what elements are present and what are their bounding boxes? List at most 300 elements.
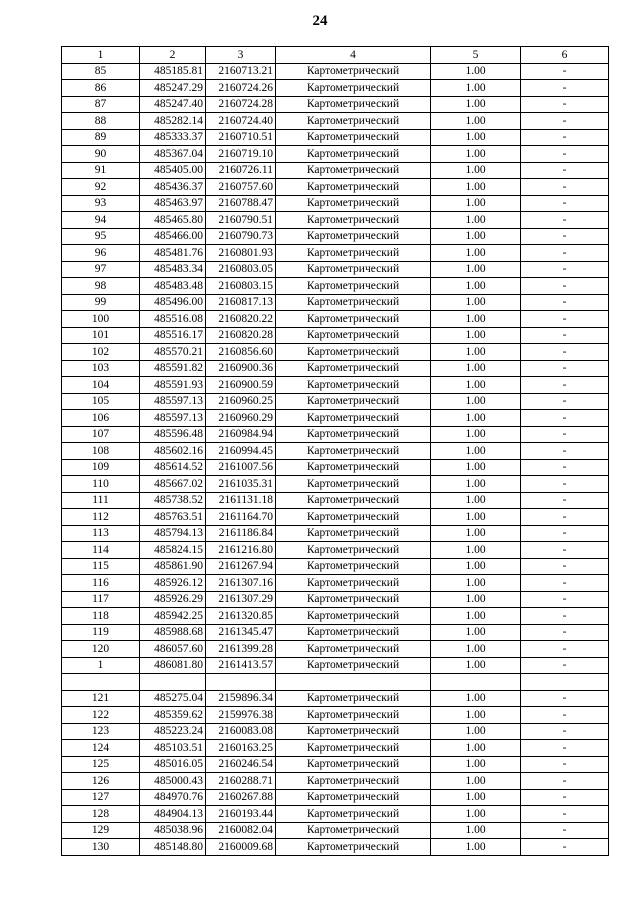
cell-y-coordinate: 2161035.31 [206,476,276,493]
cell-accuracy: 1.00 [431,129,521,146]
cell-method: Картометрический [276,542,431,559]
cell-x-coordinate: 485597.13 [140,410,206,427]
cell-note: - [521,492,609,509]
cell-x-coordinate: 485738.52 [140,492,206,509]
empty-cell [431,674,521,691]
cell-x-coordinate: 485247.29 [140,80,206,97]
cell-x-coordinate: 485185.81 [140,63,206,80]
cell-x-coordinate: 485333.37 [140,129,206,146]
table-row [62,195,609,212]
table-row [62,690,609,707]
cell-x-coordinate: 485148.80 [140,839,206,856]
table-row [62,657,609,674]
cell-point-number: 87 [62,96,140,113]
cell-method: Картометрический [276,723,431,740]
cell-method: Картометрический [276,327,431,344]
cell-y-coordinate: 2160856.60 [206,344,276,361]
cell-note: - [521,129,609,146]
cell-method: Картометрический [276,773,431,790]
cell-point-number: 119 [62,624,140,641]
cell-point-number: 120 [62,641,140,658]
table-row [62,278,609,295]
cell-point-number: 88 [62,113,140,130]
cell-accuracy: 1.00 [431,410,521,427]
cell-method: Картометрический [276,459,431,476]
cell-x-coordinate: 485516.17 [140,327,206,344]
cell-note: - [521,278,609,295]
cell-accuracy: 1.00 [431,624,521,641]
cell-y-coordinate: 2160757.60 [206,179,276,196]
cell-point-number: 94 [62,212,140,229]
table-row [62,212,609,229]
cell-method: Картометрический [276,360,431,377]
cell-note: - [521,723,609,740]
cell-point-number: 93 [62,195,140,212]
cell-note: - [521,377,609,394]
cell-point-number: 106 [62,410,140,427]
cell-point-number: 114 [62,542,140,559]
table-row [62,80,609,97]
cell-y-coordinate: 2160713.21 [206,63,276,80]
column-header: 6 [521,47,609,64]
cell-point-number: 121 [62,690,140,707]
table-row [62,63,609,80]
cell-accuracy: 1.00 [431,723,521,740]
cell-point-number: 105 [62,393,140,410]
cell-y-coordinate: 2161307.16 [206,575,276,592]
cell-y-coordinate: 2159896.34 [206,690,276,707]
cell-note: - [521,393,609,410]
cell-x-coordinate: 485614.52 [140,459,206,476]
cell-method: Картометрический [276,575,431,592]
cell-accuracy: 1.00 [431,80,521,97]
table-row [62,113,609,130]
cell-accuracy: 1.00 [431,525,521,542]
cell-x-coordinate: 485591.82 [140,360,206,377]
cell-note: - [521,641,609,658]
table-row [62,228,609,245]
cell-method: Картометрический [276,657,431,674]
cell-y-coordinate: 2160193.44 [206,806,276,823]
cell-y-coordinate: 2161267.94 [206,558,276,575]
cell-accuracy: 1.00 [431,443,521,460]
cell-accuracy: 1.00 [431,575,521,592]
cell-method: Картометрический [276,740,431,757]
cell-method: Картометрический [276,509,431,526]
table-row [62,525,609,542]
table-row [62,773,609,790]
cell-x-coordinate: 485988.68 [140,624,206,641]
cell-method: Картометрический [276,393,431,410]
cell-accuracy: 1.00 [431,657,521,674]
cell-x-coordinate: 485597.13 [140,393,206,410]
cell-method: Картометрический [276,756,431,773]
cell-x-coordinate: 485824.15 [140,542,206,559]
cell-point-number: 126 [62,773,140,790]
table-row [62,740,609,757]
cell-note: - [521,327,609,344]
cell-y-coordinate: 2161007.56 [206,459,276,476]
cell-accuracy: 1.00 [431,162,521,179]
cell-point-number: 124 [62,740,140,757]
cell-method: Картометрический [276,212,431,229]
cell-point-number: 108 [62,443,140,460]
cell-y-coordinate: 2160900.59 [206,377,276,394]
cell-point-number: 91 [62,162,140,179]
cell-x-coordinate: 485483.34 [140,261,206,278]
cell-method: Картометрический [276,146,431,163]
table-row [62,608,609,625]
cell-method: Картометрический [276,344,431,361]
table-row [62,822,609,839]
cell-method: Картометрический [276,294,431,311]
table-row [62,459,609,476]
cell-note: - [521,162,609,179]
cell-point-number: 95 [62,228,140,245]
cell-method: Картометрический [276,608,431,625]
table-body [62,63,609,855]
table-row [62,492,609,509]
cell-point-number: 115 [62,558,140,575]
cell-point-number: 99 [62,294,140,311]
cell-method: Картометрический [276,558,431,575]
cell-accuracy: 1.00 [431,641,521,658]
cell-y-coordinate: 2160994.45 [206,443,276,460]
table-row [62,393,609,410]
cell-method: Картометрический [276,245,431,262]
cell-note: - [521,806,609,823]
cell-accuracy: 1.00 [431,228,521,245]
table-row [62,591,609,608]
cell-note: - [521,360,609,377]
cell-note: - [521,608,609,625]
cell-accuracy: 1.00 [431,294,521,311]
cell-y-coordinate: 2160900.36 [206,360,276,377]
cell-method: Картометрический [276,822,431,839]
cell-x-coordinate: 485016.05 [140,756,206,773]
cell-point-number: 107 [62,426,140,443]
cell-point-number: 89 [62,129,140,146]
cell-y-coordinate: 2160267.88 [206,789,276,806]
table-header [62,47,609,64]
cell-point-number: 113 [62,525,140,542]
cell-accuracy: 1.00 [431,608,521,625]
cell-note: - [521,575,609,592]
cell-note: - [521,558,609,575]
cell-y-coordinate: 2160710.51 [206,129,276,146]
cell-note: - [521,476,609,493]
cell-method: Картометрический [276,179,431,196]
cell-x-coordinate: 485596.48 [140,426,206,443]
cell-x-coordinate: 486081.80 [140,657,206,674]
page-number: 24 [312,13,328,29]
table-row [62,806,609,823]
separator-row [62,674,609,691]
cell-x-coordinate: 485496.00 [140,294,206,311]
cell-point-number: 1 [62,657,140,674]
cell-method: Картометрический [276,96,431,113]
cell-note: - [521,212,609,229]
cell-y-coordinate: 2160288.71 [206,773,276,790]
cell-y-coordinate: 2161399.28 [206,641,276,658]
table-row [62,641,609,658]
table-row [62,294,609,311]
cell-y-coordinate: 2160724.28 [206,96,276,113]
cell-method: Картометрический [276,228,431,245]
cell-y-coordinate: 2161164.70 [206,509,276,526]
cell-y-coordinate: 2160724.40 [206,113,276,130]
cell-x-coordinate: 485275.04 [140,690,206,707]
column-header: 5 [431,47,521,64]
cell-y-coordinate: 2161307.29 [206,591,276,608]
cell-note: - [521,228,609,245]
cell-x-coordinate: 486057.60 [140,641,206,658]
cell-y-coordinate: 2160801.93 [206,245,276,262]
cell-accuracy: 1.00 [431,558,521,575]
header-row [62,47,609,64]
cell-accuracy: 1.00 [431,96,521,113]
cell-y-coordinate: 2160960.25 [206,393,276,410]
cell-method: Картометрический [276,410,431,427]
cell-y-coordinate: 2160788.47 [206,195,276,212]
cell-x-coordinate: 485861.90 [140,558,206,575]
cell-note: - [521,624,609,641]
cell-accuracy: 1.00 [431,113,521,130]
cell-accuracy: 1.00 [431,426,521,443]
cell-note: - [521,344,609,361]
cell-accuracy: 1.00 [431,377,521,394]
cell-method: Картометрический [276,839,431,856]
cell-method: Картометрический [276,377,431,394]
cell-point-number: 102 [62,344,140,361]
cell-x-coordinate: 485483.48 [140,278,206,295]
cell-note: - [521,113,609,130]
table-row [62,558,609,575]
table-row [62,839,609,856]
cell-point-number: 90 [62,146,140,163]
cell-accuracy: 1.00 [431,707,521,724]
cell-x-coordinate: 485000.43 [140,773,206,790]
cell-x-coordinate: 485942.25 [140,608,206,625]
cell-note: - [521,707,609,724]
cell-note: - [521,591,609,608]
cell-accuracy: 1.00 [431,591,521,608]
cell-method: Картометрический [276,162,431,179]
cell-x-coordinate: 485926.29 [140,591,206,608]
cell-x-coordinate: 485466.00 [140,228,206,245]
cell-point-number: 111 [62,492,140,509]
cell-accuracy: 1.00 [431,509,521,526]
table-row [62,756,609,773]
cell-accuracy: 1.00 [431,773,521,790]
cell-x-coordinate: 484904.13 [140,806,206,823]
cell-note: - [521,80,609,97]
cell-y-coordinate: 2160803.15 [206,278,276,295]
cell-method: Картометрический [276,641,431,658]
cell-y-coordinate: 2160719.10 [206,146,276,163]
cell-y-coordinate: 2161131.18 [206,492,276,509]
cell-point-number: 98 [62,278,140,295]
cell-accuracy: 1.00 [431,327,521,344]
cell-y-coordinate: 2161186.84 [206,525,276,542]
cell-x-coordinate: 485223.24 [140,723,206,740]
cell-y-coordinate: 2160163.25 [206,740,276,757]
empty-cell [521,674,609,691]
table-row [62,261,609,278]
cell-y-coordinate: 2160820.22 [206,311,276,328]
cell-x-coordinate: 485282.14 [140,113,206,130]
cell-method: Картометрический [276,806,431,823]
cell-x-coordinate: 485436.37 [140,179,206,196]
cell-point-number: 125 [62,756,140,773]
table-row [62,723,609,740]
cell-note: - [521,657,609,674]
cell-x-coordinate: 485247.40 [140,96,206,113]
cell-point-number: 104 [62,377,140,394]
cell-accuracy: 1.00 [431,245,521,262]
table-row [62,146,609,163]
cell-x-coordinate: 485103.51 [140,740,206,757]
cell-point-number: 122 [62,707,140,724]
table-row [62,360,609,377]
empty-cell [62,674,140,691]
cell-x-coordinate: 485367.04 [140,146,206,163]
cell-accuracy: 1.00 [431,789,521,806]
cell-note: - [521,96,609,113]
cell-x-coordinate: 485794.13 [140,525,206,542]
cell-note: - [521,63,609,80]
cell-accuracy: 1.00 [431,542,521,559]
column-header: 1 [62,47,140,64]
cell-x-coordinate: 485763.51 [140,509,206,526]
cell-x-coordinate: 485405.00 [140,162,206,179]
cell-x-coordinate: 485591.93 [140,377,206,394]
cell-point-number: 127 [62,789,140,806]
cell-method: Картометрический [276,129,431,146]
cell-accuracy: 1.00 [431,311,521,328]
cell-point-number: 118 [62,608,140,625]
cell-method: Картометрический [276,261,431,278]
cell-y-coordinate: 2161216.80 [206,542,276,559]
cell-point-number: 100 [62,311,140,328]
cell-method: Картометрический [276,311,431,328]
table-row [62,344,609,361]
cell-point-number: 129 [62,822,140,839]
cell-x-coordinate: 485463.97 [140,195,206,212]
cell-x-coordinate: 485602.16 [140,443,206,460]
cell-accuracy: 1.00 [431,63,521,80]
table-row [62,443,609,460]
cell-accuracy: 1.00 [431,261,521,278]
cell-note: - [521,740,609,757]
cell-note: - [521,839,609,856]
cell-method: Картометрический [276,426,431,443]
cell-y-coordinate: 2160790.51 [206,212,276,229]
cell-point-number: 128 [62,806,140,823]
cell-method: Картометрический [276,690,431,707]
table-row [62,327,609,344]
cell-accuracy: 1.00 [431,822,521,839]
cell-note: - [521,690,609,707]
cell-note: - [521,195,609,212]
cell-note: - [521,311,609,328]
cell-accuracy: 1.00 [431,360,521,377]
table-row [62,624,609,641]
cell-point-number: 96 [62,245,140,262]
cell-method: Картометрический [276,278,431,295]
cell-note: - [521,443,609,460]
cell-y-coordinate: 2160820.28 [206,327,276,344]
table-row [62,311,609,328]
table-row [62,129,609,146]
cell-point-number: 112 [62,509,140,526]
cell-point-number: 101 [62,327,140,344]
coordinates-table [61,46,609,856]
cell-method: Картометрический [276,443,431,460]
cell-x-coordinate: 485570.21 [140,344,206,361]
cell-accuracy: 1.00 [431,806,521,823]
cell-accuracy: 1.00 [431,839,521,856]
table-row [62,542,609,559]
table-row [62,162,609,179]
cell-point-number: 97 [62,261,140,278]
cell-method: Картометрический [276,624,431,641]
cell-y-coordinate: 2159976.38 [206,707,276,724]
cell-x-coordinate: 485038.96 [140,822,206,839]
table-row [62,575,609,592]
table-row [62,476,609,493]
cell-point-number: 117 [62,591,140,608]
cell-y-coordinate: 2160083.08 [206,723,276,740]
cell-y-coordinate: 2160817.13 [206,294,276,311]
cell-note: - [521,542,609,559]
table-row [62,179,609,196]
cell-accuracy: 1.00 [431,146,521,163]
cell-point-number: 116 [62,575,140,592]
cell-note: - [521,146,609,163]
cell-y-coordinate: 2160803.05 [206,261,276,278]
cell-accuracy: 1.00 [431,459,521,476]
cell-x-coordinate: 485926.12 [140,575,206,592]
cell-x-coordinate: 485667.02 [140,476,206,493]
table-row [62,410,609,427]
column-header: 4 [276,47,431,64]
table-row [62,707,609,724]
cell-note: - [521,245,609,262]
cell-method: Картометрический [276,707,431,724]
cell-x-coordinate: 484970.76 [140,789,206,806]
cell-note: - [521,410,609,427]
cell-accuracy: 1.00 [431,740,521,757]
column-header: 2 [140,47,206,64]
cell-x-coordinate: 485516.08 [140,311,206,328]
cell-accuracy: 1.00 [431,278,521,295]
cell-note: - [521,509,609,526]
cell-accuracy: 1.00 [431,195,521,212]
cell-method: Картометрический [276,63,431,80]
cell-note: - [521,789,609,806]
cell-y-coordinate: 2160960.29 [206,410,276,427]
cell-x-coordinate: 485465.80 [140,212,206,229]
cell-accuracy: 1.00 [431,756,521,773]
cell-method: Картометрический [276,476,431,493]
empty-cell [276,674,431,691]
cell-point-number: 109 [62,459,140,476]
table-row [62,509,609,526]
table-row [62,377,609,394]
cell-y-coordinate: 2160082.04 [206,822,276,839]
cell-y-coordinate: 2160724.26 [206,80,276,97]
